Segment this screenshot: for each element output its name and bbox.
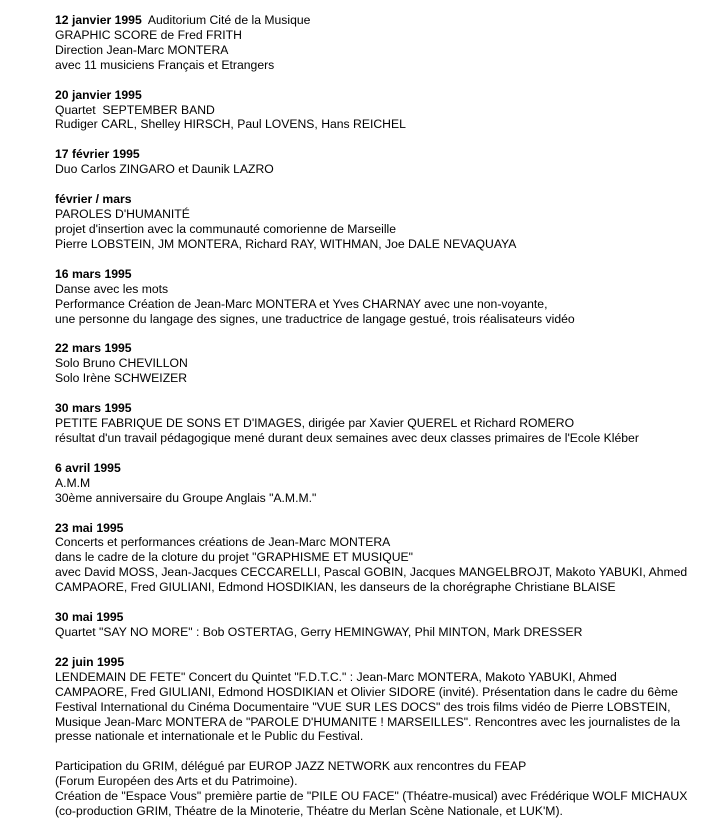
event-heading [55,192,703,207]
closing-line: (Forum Européen des Arts et du Patrimoine). [55,774,298,789]
event-line: Solo Irène SCHWEIZER [55,371,188,386]
event-entry-5 [55,267,703,327]
event-entry-9 [55,521,703,596]
event-heading [55,461,703,476]
event-line: LENDEMAIN DE FETE" Concert du Quintet "F.D.T.C." : Jean-Marc MONTERA, Makoto YABUKI, Ahmed [55,669,617,684]
event-heading [55,13,703,28]
event-line: 30ème anniversaire du Groupe Anglais "A.M.M." [55,490,317,505]
event-heading [55,88,703,103]
event-date: 17 février 1995 [55,147,140,162]
event-line: Performance Création de Jean-Marc MONTERA et Yves CHARNAY avec une non-voyante, [55,296,548,311]
event-line: Pierre LOBSTEIN, JM MONTERA, Richard RAY, WITHMAN, Joe DALE NEVAQUAYA [55,236,517,251]
event-line: Musique Jean-Marc MONTERA de "PAROLE D'HUMANITE ! MARSEILLES". Rencontres avec les journalistes de la [55,714,681,729]
event-entry-3 [55,147,703,177]
event-line: avec 11 musiciens Français et Etrangers [55,57,275,72]
event-line: Quartet SEPTEMBER BAND [55,102,215,117]
event-entry-10 [55,610,703,640]
event-date: 22 juin 1995 [55,654,125,669]
event-line: projet d'insertion avec la communauté comorienne de Marseille [55,221,397,236]
event-heading [55,401,703,416]
closing-paragraph [55,759,703,819]
event-date: 30 mai 1995 [55,610,124,625]
event-entry-8 [55,461,703,506]
event-date: 23 mai 1995 [55,520,124,535]
event-entry-2 [55,88,703,133]
event-line: presse nationale et internationale et le Public du Festival. [55,729,364,744]
event-listing [55,13,703,819]
event-entry-11 [55,655,703,744]
event-date: 22 mars 1995 [55,341,132,356]
closing-line: (co-production GRIM, Théatre de la Minoterie, Théatre du Merlan Scène Nationale, et LUK'M). [55,804,563,819]
event-line: dans le cadre de la cloture du projet "GRAPHISME ET MUSIQUE" [55,550,413,565]
event-entry-7 [55,401,703,446]
event-heading [55,341,703,356]
event-heading [55,610,703,625]
event-line: Duo Carlos ZINGARO et Daunik LAZRO [55,162,274,177]
event-date: 20 janvier 1995 [55,87,142,102]
event-date: 6 avril 1995 [55,460,121,475]
event-line: A.M.M [55,475,91,490]
event-line: Danse avec les mots [55,281,169,296]
event-line: Direction Jean-Marc MONTERA [55,42,229,57]
event-line: Festival International du Cinéma Documentaire "VUE SUR LES DOCS" des trois films vidéo de Pierre LOBSTEIN, [55,699,671,714]
event-line: GRAPHIC SCORE de Fred FRITH [55,27,242,42]
event-line: résultat d'un travail pédagogique mené durant deux semaines avec deux classes primaires de l'Ecole Kléber [55,430,639,445]
event-line: Rudiger CARL, Shelley HIRSCH, Paul LOVENS, Hans REICHEL [55,117,406,132]
event-entry-6 [55,341,703,386]
event-line: PETITE FABRIQUE DE SONS ET D'IMAGES, dirigée par Xavier QUEREL et Richard ROMERO [55,416,575,431]
event-line: CAMPAORE, Fred GIULIANI, Edmond HOSDIKIAN et Olivier SIDORE (invité). Présentation dans le cadre du 6ème [55,684,678,699]
event-date: 16 mars 1995 [55,266,132,281]
event-heading [55,521,703,536]
event-date: février / mars [55,192,132,207]
event-line: Solo Bruno CHEVILLON [55,356,188,371]
closing-line: Participation du GRIM, délégué par EUROP JAZZ NETWORK aux rencontres du FEAP [55,759,527,774]
event-line: avec David MOSS, Jean-Jacques CECCARELLI, Pascal GOBIN, Jacques MANGELBROJT, Makoto YABUKI, Ahmed [55,565,688,580]
event-entry-4 [55,192,703,252]
event-heading [55,655,703,670]
event-heading [55,267,703,282]
event-entry-1 [55,13,703,73]
event-line: Concerts et performances créations de Jean-Marc MONTERA [55,535,391,550]
event-line: CAMPAORE, Fred GIULIANI, Edmond HOSDIKIAN, les danseurs de la chorégraphe Christiane BLAISE [55,580,616,595]
event-line: une personne du langage des signes, une traductrice de langage gestué, trois réalisateurs vidéo [55,311,575,326]
event-line: PAROLES D'HUMANITÉ [55,207,190,222]
event-line: Quartet "SAY NO MORE" : Bob OSTERTAG, Gerry HEMINGWAY, Phil MINTON, Mark DRESSER [55,625,583,639]
closing-line: Création de "Espace Vous" première partie de "PILE OU FACE" (Théatre-musical) avec Frédérique WOLF MICHAUX [55,789,688,804]
event-venue: Auditorium Cité de la Musique [141,13,311,27]
event-date: 30 mars 1995 [55,401,132,416]
event-heading [55,147,703,162]
event-date: 12 janvier 1995 [55,13,142,27]
